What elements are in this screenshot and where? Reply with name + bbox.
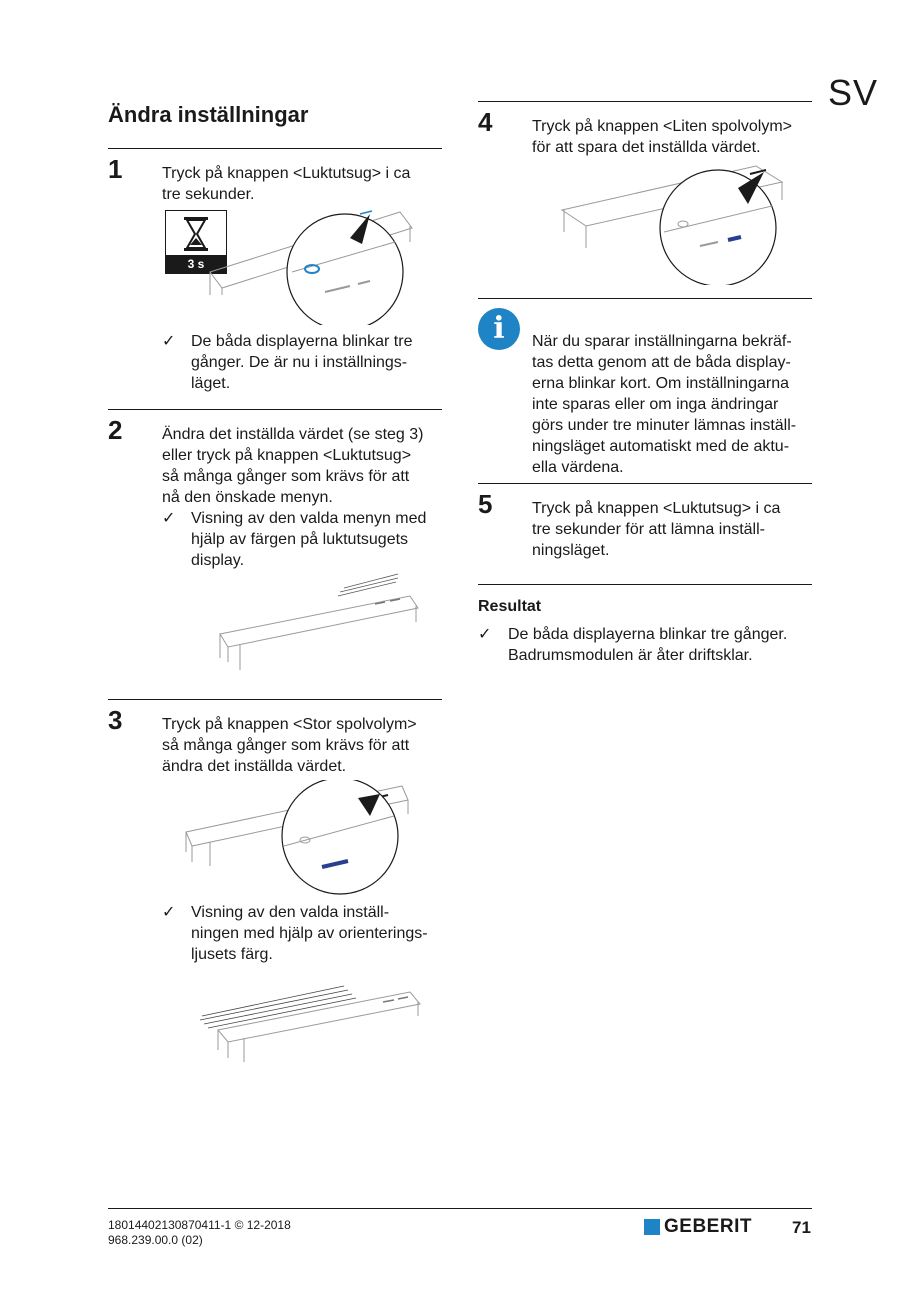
step-4-illustration — [560, 160, 790, 285]
step-number: 4 — [478, 107, 493, 137]
step-2-result: Visning av den valda menyn med hjälp av färgen på luktutsugets display. — [191, 510, 427, 569]
divider — [478, 298, 812, 299]
check-icon: ✓ — [162, 510, 176, 527]
step-number: 3 — [108, 705, 123, 735]
check-icon: ✓ — [478, 626, 492, 643]
divider — [108, 409, 442, 410]
step-1-result: De båda displayerna blinkar tre gånger. De är nu i inställnings- läget. — [191, 333, 413, 392]
step-3-text: Tryck på knappen <Stor spolvolym> så många gånger som krävs för att ändra det inställda värdet. — [162, 716, 417, 775]
divider — [478, 483, 812, 484]
step-5-text: Tryck på knappen <Luktutsug> i ca tre sekunder för att lämna inställ- ningsläget. — [532, 500, 781, 559]
step-4-text: Tryck på knappen <Liten spolvolym> för att spara det inställda värdet. — [532, 118, 792, 156]
step-3-illustration — [180, 780, 420, 900]
step-3-result-illustration — [198, 982, 428, 1068]
step-2-text: Ändra det inställda värdet (se steg 3) eller tryck på knappen <Luktutsug> så många gånger som krävs för att nå den önskade menyn. — [162, 426, 424, 506]
language-code: SV — [828, 72, 879, 113]
logo-square-icon — [644, 1219, 660, 1235]
footer-divider — [108, 1208, 812, 1209]
divider — [478, 584, 812, 585]
info-text: När du sparar inställningarna bekräf- tas detta genom att de båda display- erna blinkar kort. Om inställningarna inte sparas eller om inga ändringar görs under tre minuter lämnas inställ- ningsläget automatiskt med de aktu- ella värdena. — [532, 333, 797, 476]
step-3-result: Visning av den valda inställ- ningen med hjälp av orienterings- ljusets färg. — [191, 904, 428, 963]
footer-doc-id: 18014402130870411-1 © 12-2018 968.239.00.0 (02) — [108, 1218, 291, 1247]
info-icon: i — [478, 308, 520, 350]
divider — [108, 148, 442, 149]
step-2-illustration — [210, 572, 430, 672]
result-heading: Resultat — [478, 598, 542, 615]
result-text: De båda displayerna blinkar tre gånger. Badrumsmodulen är åter driftsklar. — [508, 626, 788, 664]
page-number: 71 — [792, 1218, 811, 1237]
step-number: 2 — [108, 415, 123, 445]
page-title: Ändra inställningar — [108, 102, 309, 127]
timer-label: 3 s — [166, 255, 226, 273]
divider — [478, 101, 812, 102]
step-number: 5 — [478, 489, 493, 519]
geberit-logo — [644, 1216, 752, 1238]
step-number: 1 — [108, 154, 123, 184]
logo-text: GEBERIT — [664, 1216, 752, 1237]
check-icon: ✓ — [162, 904, 176, 921]
step-1-illustration — [200, 200, 430, 325]
step-1-text: Tryck på knappen <Luktutsug> i ca tre sekunder. — [162, 165, 411, 203]
divider — [108, 699, 442, 700]
check-icon: ✓ — [162, 333, 176, 350]
